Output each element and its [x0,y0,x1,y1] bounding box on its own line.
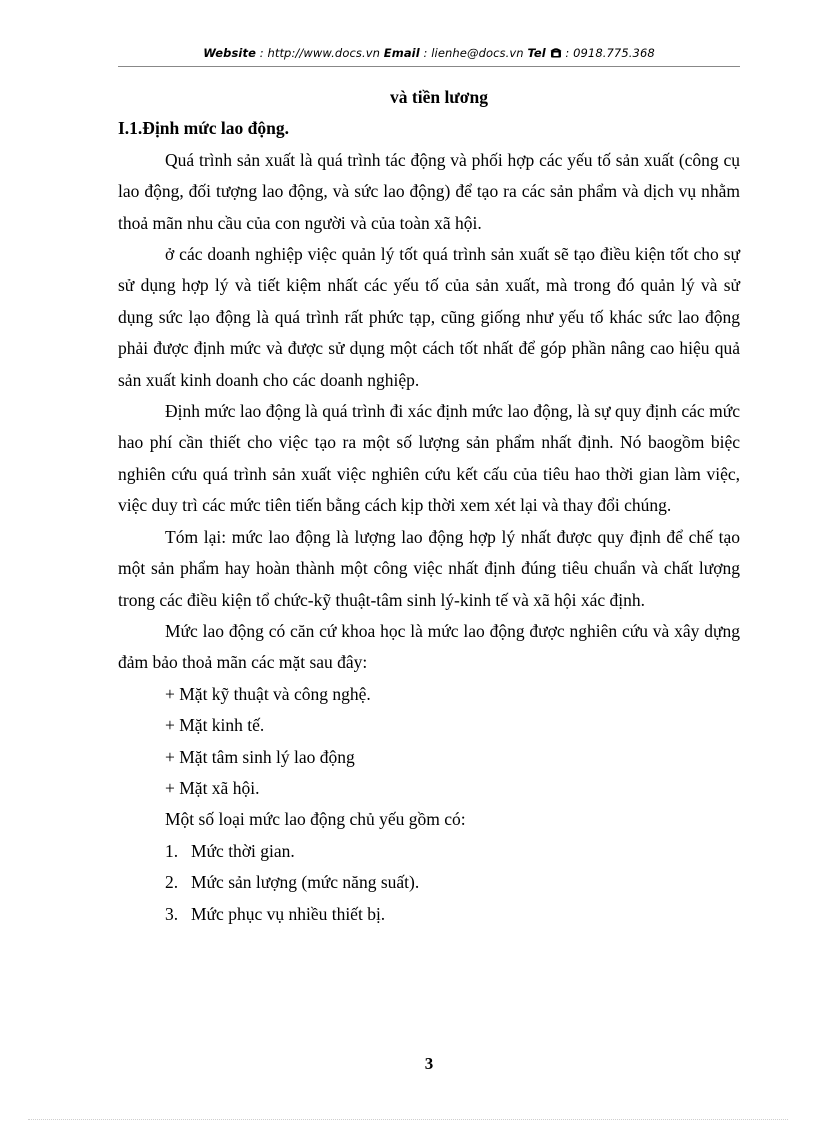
page-header [118,46,740,66]
types-intro: Một số loại mức lao động chủ yếu gồm có: [165,809,466,830]
list-text: Mức sản lượng (mức năng suất). [191,872,420,893]
list-item [118,836,740,867]
subtitle: và tiền lương [390,87,488,107]
aspect-item: + Mặt kỹ thuật và công nghệ. [165,683,371,704]
page-bottom-divider [28,1119,788,1120]
aspect-item: + Mặt tâm sinh lý lao động [165,746,355,767]
paragraph-1: Quá trình sản xuất là quá trình tác động và phối hợp các yếu tố sản xuất (công cụ lao động, đối tượng lao động, và sức lao động) để tạo ra các sản phẩm và dịch vụ nhằm thoả mãn nhu cầu của con người và của toàn xã hội. [118,149,740,233]
list-number: 3. [165,903,179,924]
aspect-item: + Mặt kinh tế. [165,715,265,736]
list-number: 2. [165,872,179,893]
list-item [118,899,740,930]
tel-label: Tel [527,46,546,60]
list-text: Mức thời gian. [191,840,295,861]
paragraph-2: ở các doanh nghiệp việc quản lý tốt quá trình sản xuất sẽ tạo điều kiện tốt cho sự sử dụng hợp lý và tiết kiệm nhất các yếu tố của sản xuất, mà trong đó quản lý và sử dụng sức lạo động là quá trình rất phức tạp, cũng giống như yếu tố khác sức lao động phải được định mức và được sử dụng một cách tốt nhất để góp phần nâng cao hiệu quả sản xuất kinh doanh cho các doanh nghiệp. [118,244,740,390]
tel-value: : 0918.775.368 [561,46,655,60]
paragraph-5: Mức lao động có căn cứ khoa học là mức lao động được nghiên cứu và xây dựng đảm bảo thoả mãn các mặt sau đây: [118,620,740,673]
list-text: Mức phục vụ nhiều thiết bị. [191,903,386,924]
list-number: 1. [165,840,179,861]
phone-icon [550,47,562,58]
paragraph-3: Định mức lao động là quá trình đi xác định mức lao động, là sự quy định các mức hao phí cần thiết cho việc tạo ra một số lượng sản phẩm nhất định. Nó baogồm biệc nghiên cứu quá trình sản xuất việc nghiên cứu kết cấu của tiêu hao thời gian làm việc, việc duy trì các mức tiên tiến bằng cách kịp thời xem xét lại và thay đổi chúng. [118,401,740,516]
list-item [118,867,740,898]
website-value: : http://www.docs.vn [255,46,384,60]
email-label: Email [383,46,420,60]
header-divider [118,66,740,67]
page-number: 3 [424,1054,434,1073]
paragraph-4: Tóm lại: mức lao động là lượng lao động hợp lý nhất được quy định để chế tạo một sản phẩm hay hoàn thành một công việc nhất định đúng tiêu chuẩn và chất lượng trong các điều kiện tổ chức-kỹ thuật-tâm sinh lý-kinh tế và xã hội xác định. [118,526,740,610]
email-value: : lienhe@docs.vn [419,46,528,60]
document-body [118,82,740,930]
website-label: Website [203,46,256,60]
aspect-item: + Mặt xã hội. [165,777,260,798]
section-heading: I.1.Định mức lao động. [118,118,289,139]
